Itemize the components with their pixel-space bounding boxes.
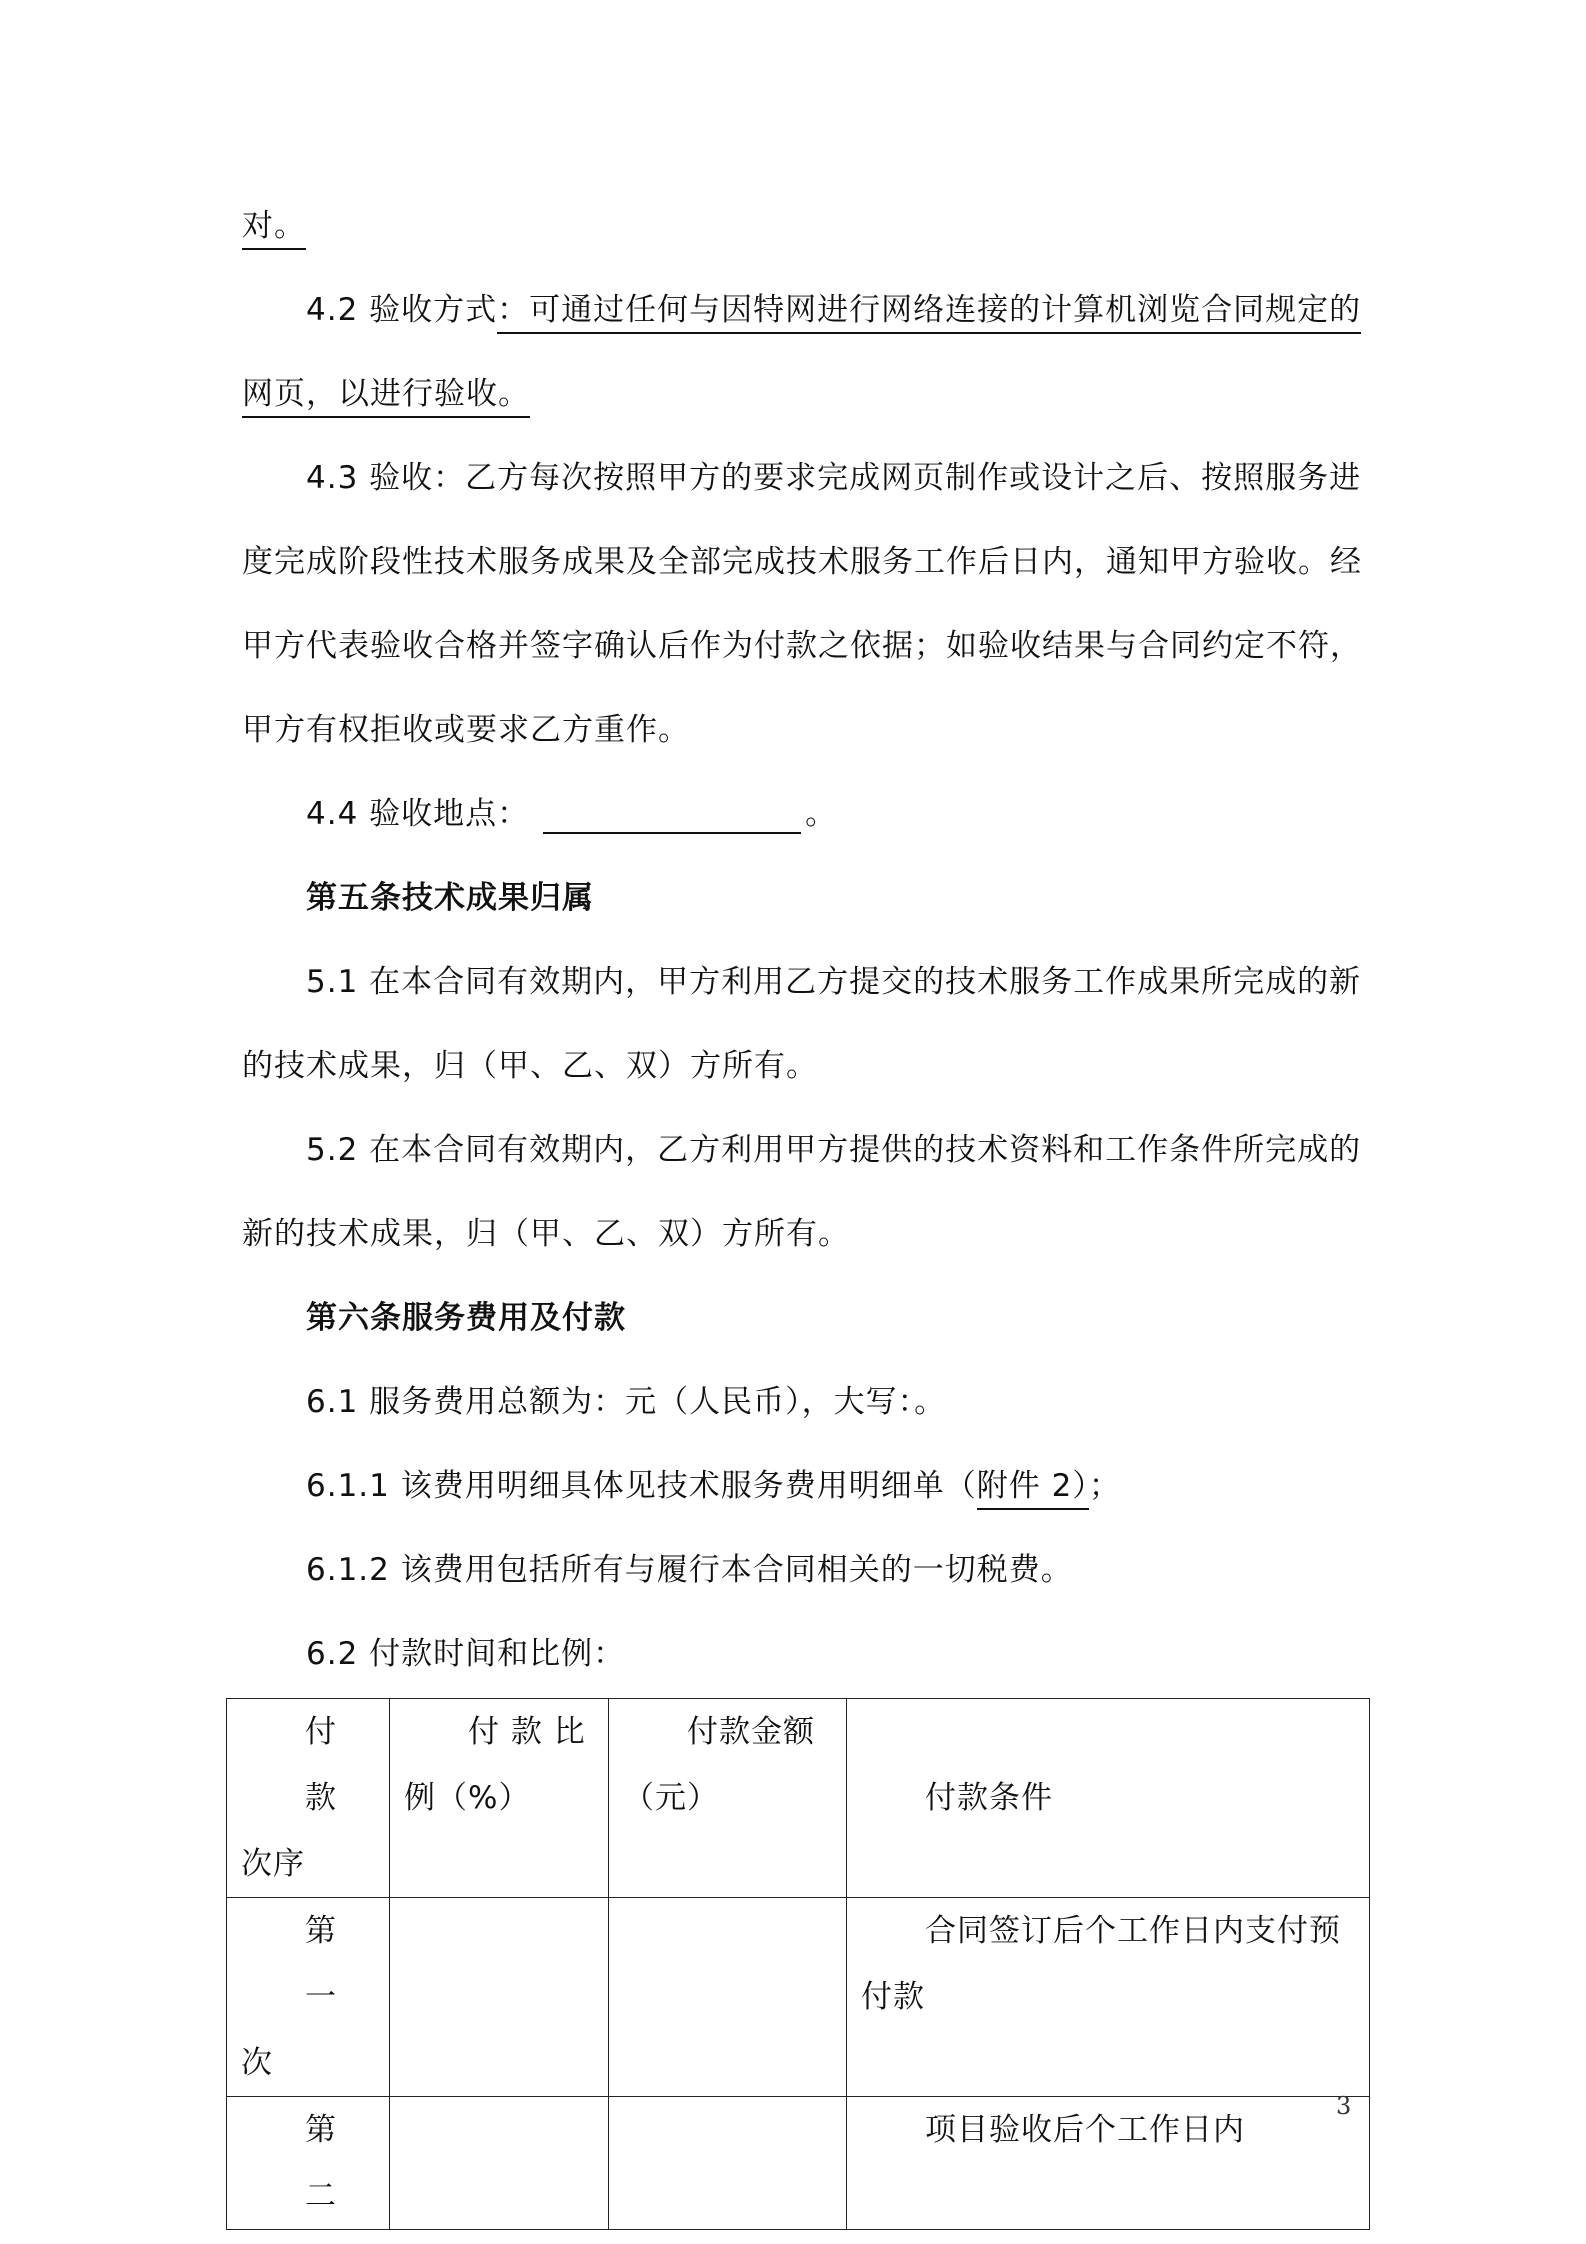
clause-4-3-line-2: 度完成阶段性技术服务成果及全部完成技术服务工作后日内，通知甲方验收。经	[242, 544, 1362, 580]
clause-6-2-line: 6.2 付款时间和比例：	[306, 1636, 626, 1672]
underlined-text: 网页，以进行验收。	[242, 376, 530, 418]
blank-field	[543, 798, 801, 834]
clause-label: 4.2 验收方式	[306, 292, 498, 328]
cell-text: 付款	[861, 1979, 925, 2015]
cell-text: 第 一	[305, 1913, 337, 2015]
text-line	[242, 206, 1362, 246]
cell-text: 次	[241, 2045, 273, 2081]
amount-cell	[609, 2097, 847, 2230]
attachment-reference: 附件 2）	[977, 1468, 1089, 1510]
clause-6-1-1-line	[306, 1466, 1362, 1506]
table-row	[227, 2097, 1370, 2230]
amount-cell	[609, 1898, 847, 2097]
header-text: 付 款	[305, 1714, 337, 1816]
underlined-text: 对。	[242, 208, 306, 250]
semicolon-mark: ；	[1088, 1468, 1121, 1504]
clause-4-2-line-2	[242, 374, 1362, 414]
ratio-cell	[390, 1898, 609, 2097]
clause-6-1-line: 6.1 服务费用总额为：元（人民币），大写：。	[306, 1384, 947, 1420]
cell-text: 项目验收后个工作日内	[925, 2112, 1245, 2148]
header-cell-condition	[847, 1699, 1370, 1898]
clause-4-3-line-3: 甲方代表验收合格并签字确认后作为付款之依据；如验收结果与合同约定不符，	[242, 628, 1362, 664]
clause-6-1-2-line: 6.1.2 该费用包括所有与履行本合同相关的一切税费。	[306, 1552, 1073, 1588]
clause-label: 4.4 验收地点：	[306, 796, 530, 832]
section-6-heading: 第六条服务费用及付款	[306, 1300, 626, 1336]
order-cell	[227, 2097, 390, 2230]
header-cell-amount	[609, 1699, 847, 1898]
underlined-text: ：可通过任何与因特网进行网络连接的计算机浏览合同规定的	[497, 292, 1361, 334]
cell-text: 合同签订后个工作日内支付预	[925, 1913, 1341, 1949]
header-text: 付 款 比	[468, 1714, 586, 1750]
header-text: 付款条件	[925, 1780, 1053, 1816]
period-mark: 。	[805, 796, 838, 832]
order-cell	[227, 1898, 390, 2097]
clause-4-3-line-1: 4.3 验收：乙方每次按照甲方的要求完成网页制作或设计之后、按照服务进	[306, 460, 1362, 496]
table-header-row	[227, 1699, 1370, 1898]
clause-5-1-line-2: 的技术成果，归（甲、乙、双）方所有。	[242, 1048, 818, 1084]
clause-5-2-line-2: 新的技术成果，归（甲、乙、双）方所有。	[242, 1216, 850, 1252]
header-cell-order	[227, 1699, 390, 1898]
condition-cell	[847, 1898, 1370, 2097]
page-number: 3	[1336, 2092, 1352, 2120]
section-5-heading: 第五条技术成果归属	[306, 880, 594, 916]
header-cell-ratio	[390, 1699, 609, 1898]
table-row	[227, 1898, 1370, 2097]
clause-5-2-line-1: 5.2 在本合同有效期内，乙方利用甲方提供的技术资料和工作条件所完成的	[306, 1132, 1362, 1168]
header-text: 例（%）	[404, 1780, 531, 1816]
clause-4-2-line-1	[306, 290, 1362, 330]
header-text: 付款金额	[687, 1714, 815, 1750]
clause-5-1-line-1: 5.1 在本合同有效期内，甲方利用乙方提交的技术服务工作成果所完成的新	[306, 964, 1362, 1000]
clause-4-3-line-4: 甲方有权拒收或要求乙方重作。	[242, 712, 690, 748]
clause-4-4-line	[306, 794, 1362, 834]
ratio-cell	[390, 2097, 609, 2230]
header-text: （元）	[623, 1780, 719, 1816]
header-text: 次序	[241, 1846, 305, 1882]
cell-text: 第 二	[305, 2112, 337, 2214]
clause-text: 6.1.1 该费用明细具体见技术服务费用明细单（	[306, 1468, 977, 1504]
payment-schedule-table	[226, 1698, 1370, 2230]
condition-cell	[847, 2097, 1370, 2230]
